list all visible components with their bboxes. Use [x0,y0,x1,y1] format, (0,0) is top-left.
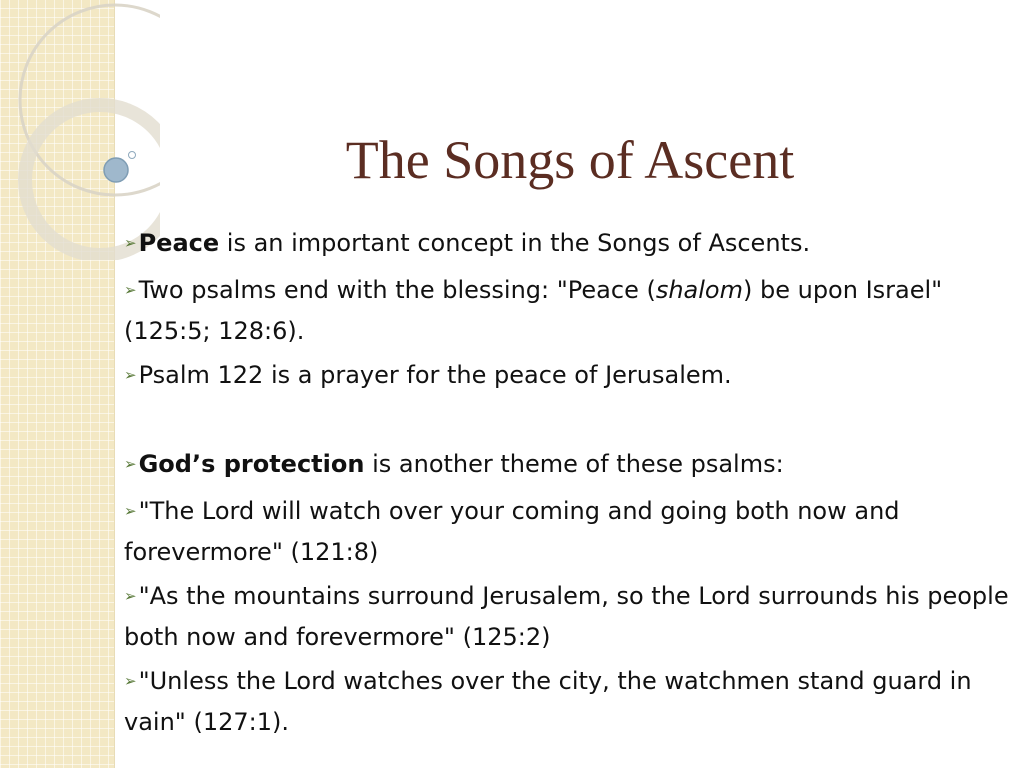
bullet-text: is an important concept in the Songs of Ascents. [219,229,811,257]
arrow-bullet-icon: ➢ [124,366,137,384]
arrow-bullet-icon: ➢ [124,455,137,473]
list-item [124,271,1020,350]
list-item [124,224,1020,265]
bullet-text: is another theme of these psalms: [364,450,784,478]
decorative-circles-icon [0,0,160,260]
spacer [124,403,1020,445]
list-item [124,662,1020,741]
bullet-text: Two psalms end with the blessing: "Peace ( [138,276,656,304]
arrow-bullet-icon: ➢ [124,281,137,299]
bullet-text: "Unless the Lord watches over the city, the watchmen stand guard in vain" (127:1). [124,667,972,736]
bullet-bold-text: God’s protection [138,450,365,478]
bullet-italic-text: shalom [655,276,743,304]
arrow-bullet-icon: ➢ [124,672,137,690]
list-item [124,445,1020,486]
bullet-text: Psalm 122 is a prayer for the peace of Jerusalem. [138,361,732,389]
bullet-text: "The Lord will watch over your coming and going both now and forevermore" (121:8) [124,497,900,566]
list-item [124,577,1020,656]
page-title: The Songs of Ascent [345,130,795,190]
bullet-bold-text: Peace [138,229,220,257]
bullet-text: "As the mountains surround Jerusalem, so the Lord surrounds his people both now and forevermore" (125:2) [124,582,1009,651]
arrow-bullet-icon: ➢ [124,587,137,605]
arrow-bullet-icon: ➢ [124,234,137,252]
bullet-text: ) be upon Israel" (125:5; 128:6). [124,276,943,345]
arrow-bullet-icon: ➢ [124,502,137,520]
slide-content [124,224,1020,747]
list-item [124,492,1020,571]
list-item [124,356,1020,397]
